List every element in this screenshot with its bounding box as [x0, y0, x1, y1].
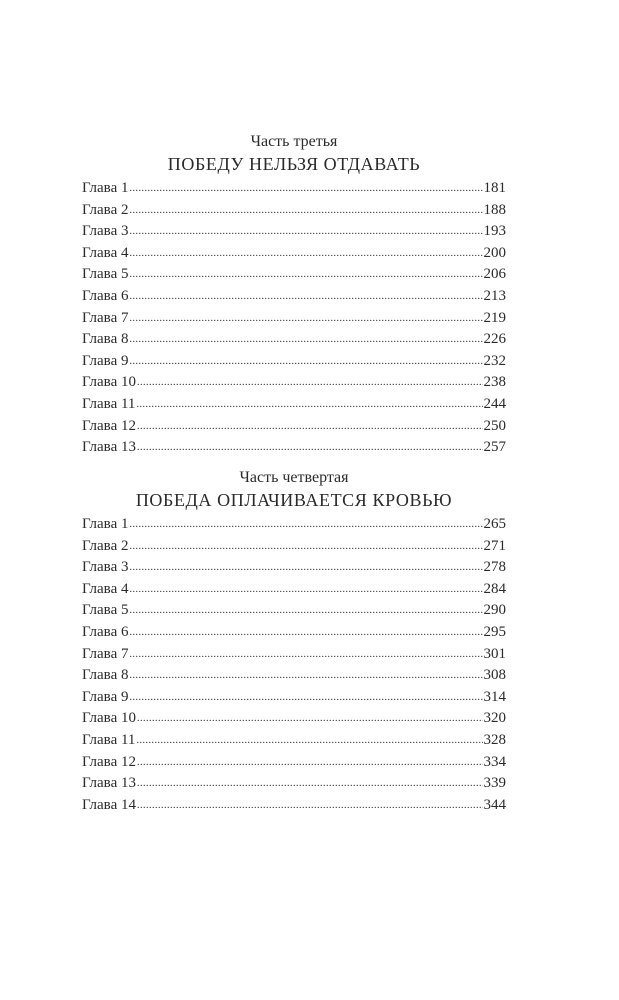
dot-leader	[129, 221, 482, 243]
chapter-title: Глава 5	[82, 266, 129, 283]
page-number: 290	[483, 602, 506, 619]
chapter-title: Глава 14	[82, 796, 136, 813]
page-number: 244	[483, 395, 506, 412]
chapter-title: Глава 9	[82, 352, 129, 369]
chapter-title: Глава 1	[82, 516, 129, 532]
chapter-title: Глава 6	[82, 287, 129, 304]
page-number: 206	[483, 266, 506, 283]
page-number: 314	[483, 688, 506, 705]
chapter-title: Глава 9	[82, 688, 129, 705]
part-label: Часть четвертая	[239, 469, 349, 486]
page-number: 181	[483, 180, 506, 196]
toc-entry[interactable]	[82, 622, 506, 644]
part-title: ПОБЕДА ОПЛАЧИВАЕТСЯ КРОВЬЮ	[135, 490, 453, 510]
dot-leader	[129, 600, 482, 622]
page-number: 238	[483, 374, 506, 391]
page-number: 250	[483, 417, 506, 434]
chapter-title: Глава 12	[82, 417, 136, 434]
toc-entry[interactable]	[82, 308, 506, 330]
toc-entry[interactable]	[82, 514, 506, 536]
chapter-title: Глава 12	[82, 753, 136, 770]
page-number: 278	[483, 559, 506, 576]
dot-leader	[129, 665, 482, 687]
chapter-title: Глава 2	[82, 537, 129, 554]
page-number: 295	[483, 623, 506, 640]
page-number: 188	[483, 201, 506, 218]
toc-entry[interactable]	[82, 372, 506, 394]
toc-list	[82, 514, 506, 816]
toc-entry[interactable]	[82, 708, 506, 730]
dot-leader	[129, 622, 482, 644]
dot-leader	[129, 579, 482, 601]
page-number: 265	[483, 516, 506, 532]
page-number: 328	[483, 731, 506, 748]
part-four-section	[82, 468, 506, 816]
dot-leader	[137, 416, 483, 438]
page-number: 271	[483, 537, 506, 554]
chapter-title: Глава 7	[82, 309, 129, 326]
dot-leader	[137, 773, 483, 795]
dot-leader	[129, 308, 482, 330]
toc-entry[interactable]	[82, 687, 506, 709]
dot-leader	[129, 200, 482, 222]
toc-entry[interactable]	[82, 752, 506, 774]
toc-entry[interactable]	[82, 536, 506, 558]
chapter-title: Глава 10	[82, 710, 136, 727]
page-number: 320	[483, 710, 506, 727]
chapter-title: Глава 11	[82, 731, 136, 748]
toc-entry[interactable]	[82, 200, 506, 222]
toc-entry[interactable]	[82, 600, 506, 622]
page-number: 334	[483, 753, 506, 770]
dot-leader	[129, 536, 482, 558]
toc-entry[interactable]	[82, 557, 506, 579]
toc-entry[interactable]	[82, 329, 506, 351]
dot-leader	[129, 329, 482, 351]
chapter-title: Глава 10	[82, 374, 136, 391]
toc-entry[interactable]	[82, 416, 506, 438]
page-number: 339	[483, 775, 506, 792]
dot-leader	[129, 644, 482, 666]
page-number: 284	[483, 580, 506, 597]
dot-leader	[129, 557, 482, 579]
chapter-title: Глава 8	[82, 331, 129, 348]
toc-entry[interactable]	[82, 221, 506, 243]
toc-entry[interactable]	[82, 665, 506, 687]
dot-leader	[129, 264, 482, 286]
part-title: ПОБЕДУ НЕЛЬЗЯ ОТДАВАТЬ	[167, 154, 421, 174]
chapter-title: Глава 8	[82, 667, 129, 684]
page-number: 344	[483, 796, 506, 813]
dot-leader	[136, 394, 482, 416]
page-number: 219	[483, 309, 506, 326]
page-number: 232	[483, 352, 506, 369]
dot-leader	[137, 437, 483, 459]
dot-leader	[129, 243, 482, 265]
toc-entry[interactable]	[82, 351, 506, 373]
toc-list	[82, 178, 506, 459]
toc-entry[interactable]	[82, 394, 506, 416]
page-number: 226	[483, 331, 506, 348]
toc-entry[interactable]	[82, 437, 506, 459]
dot-leader	[129, 286, 482, 308]
chapter-title: Глава 13	[82, 439, 136, 456]
chapter-title: Глава 3	[82, 223, 129, 240]
dot-leader	[129, 514, 482, 536]
chapter-title: Глава 4	[82, 244, 129, 261]
chapter-title: Глава 4	[82, 580, 129, 597]
dot-leader	[129, 687, 482, 709]
dot-leader	[137, 795, 483, 817]
chapter-title: Глава 2	[82, 201, 129, 218]
chapter-title: Глава 3	[82, 559, 129, 576]
dot-leader	[129, 351, 482, 373]
chapter-title: Глава 1	[82, 180, 129, 196]
toc-entry[interactable]	[82, 730, 506, 752]
toc-entry[interactable]	[82, 286, 506, 308]
toc-entry[interactable]	[82, 579, 506, 601]
toc-entry[interactable]	[82, 644, 506, 666]
chapter-title: Глава 11	[82, 395, 136, 412]
page-number: 257	[483, 439, 506, 456]
page-number: 193	[483, 223, 506, 240]
chapter-title: Глава 6	[82, 623, 129, 640]
toc-entry[interactable]	[82, 773, 506, 795]
page-number: 301	[483, 645, 506, 662]
dot-leader	[129, 178, 482, 200]
dot-leader	[137, 372, 483, 394]
toc-entry[interactable]	[82, 795, 506, 817]
toc-entry[interactable]	[82, 178, 506, 200]
page-number: 308	[483, 667, 506, 684]
chapter-title: Глава 5	[82, 602, 129, 619]
chapter-title: Глава 13	[82, 775, 136, 792]
part-label: Часть третья	[250, 133, 338, 150]
toc-entry[interactable]	[82, 264, 506, 286]
chapter-title: Глава 7	[82, 645, 129, 662]
page-number: 200	[483, 244, 506, 261]
part-three-section	[82, 132, 506, 459]
dot-leader	[137, 752, 483, 774]
dot-leader	[137, 708, 483, 730]
dot-leader	[136, 730, 482, 752]
toc-entry[interactable]	[82, 243, 506, 265]
page-number: 213	[483, 287, 506, 304]
